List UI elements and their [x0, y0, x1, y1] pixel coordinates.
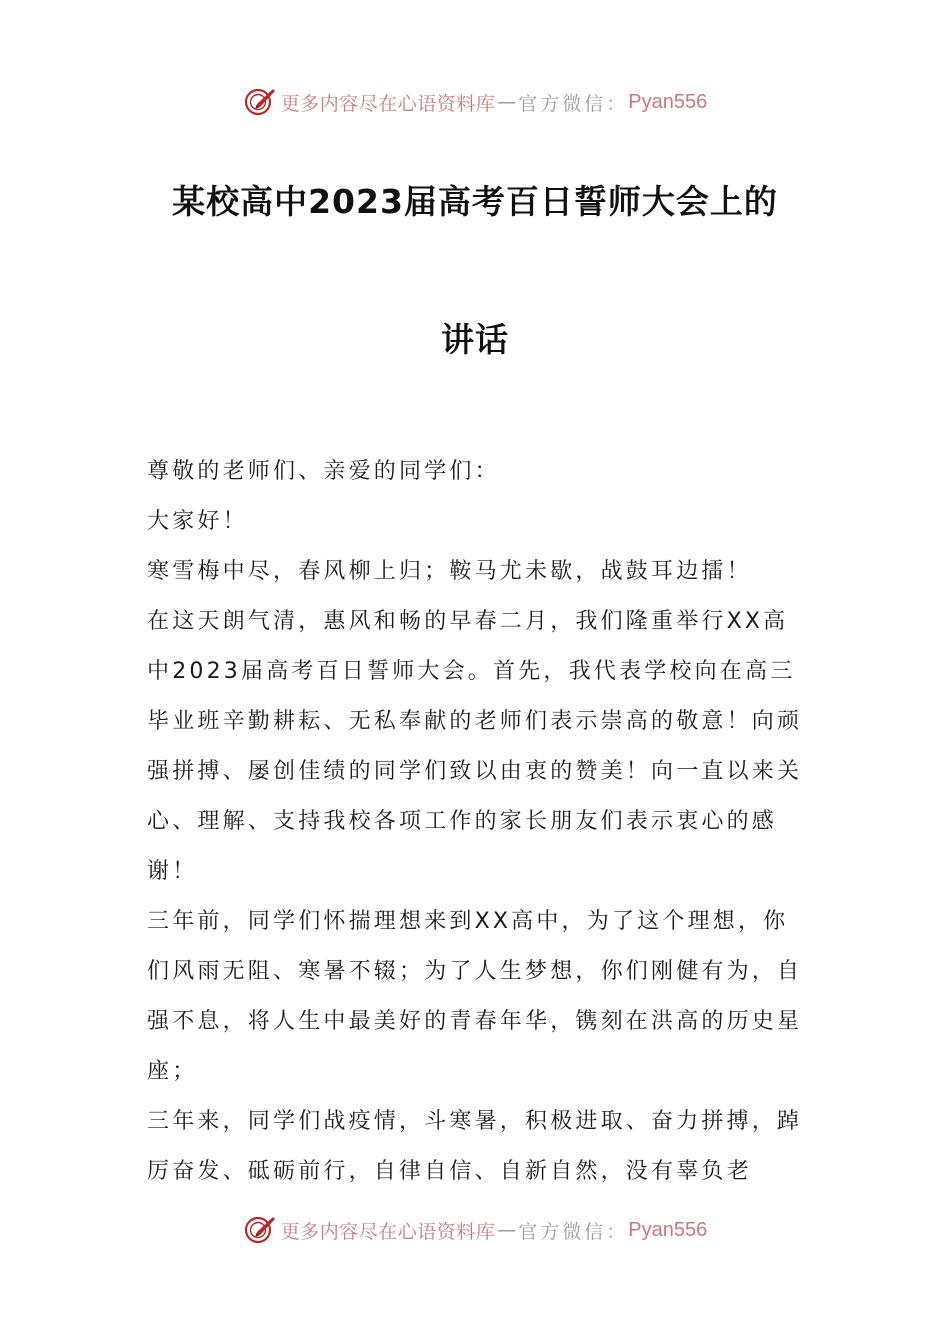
- banner-promo-text: 更多内容尽在心语资料库: [280, 92, 496, 115]
- banner-wechat-label: 官方微信：: [518, 1220, 629, 1243]
- body-paragraph: 寒雪梅中尽，春风柳上归；鞍马尤未歇，战鼓耳边擂！: [147, 559, 752, 584]
- header-banner: [0, 82, 950, 122]
- banner-promo-text: 更多内容尽在心语资料库: [280, 1220, 496, 1243]
- document-body: [147, 447, 812, 1197]
- banner-wechat-id: Pyan556: [628, 90, 708, 113]
- banner-wechat-id: Pyan556: [628, 1218, 708, 1241]
- body-paragraph: 三年前，同学们怀揣理想来到XX高中，为了这个理想，你们风雨无阻、寒暑不辍；为了人生梦想，你们刚健有为，自强不息，将人生中最美好的青春年华，镌刻在洪高的历史星座；: [147, 909, 803, 1084]
- pen-nib-circle-icon: [243, 1213, 277, 1247]
- document-title-line-2: 讲话: [441, 320, 509, 359]
- banner-wechat-label: 官方微信：: [518, 92, 629, 115]
- body-paragraph: 在这天朗气清，惠风和畅的早春二月，我们隆重举行XX高中2023届高考百日誓师大会。首先，我代表学校向在高三毕业班辛勤耕耘、无私奉献的老师们表示崇高的敬意！向顽强拼搏、屡创佳绩的同学们致以由衷的赞美！向一直以来关心、理解、支持我校各项工作的家长朋友们表示衷心的感谢！: [147, 609, 803, 884]
- salutation-paragraph: 尊敬的老师们、亲爱的同学们：: [147, 459, 500, 484]
- banner-separator: —: [497, 1219, 517, 1241]
- body-paragraph: 三年来，同学们战疫情，斗寒暑，积极进取、奋力拼搏，踔厉奋发、砥砺前行，自律自信、自新自然，没有辜负老: [147, 1109, 803, 1184]
- pen-nib-circle-icon: [243, 85, 277, 119]
- greeting-paragraph: 大家好！: [147, 509, 248, 534]
- document-title-line-1: 某校高中2023届高考百日誓师大会上的: [172, 182, 778, 221]
- banner-separator: —: [497, 91, 517, 113]
- footer-banner: [0, 1210, 950, 1250]
